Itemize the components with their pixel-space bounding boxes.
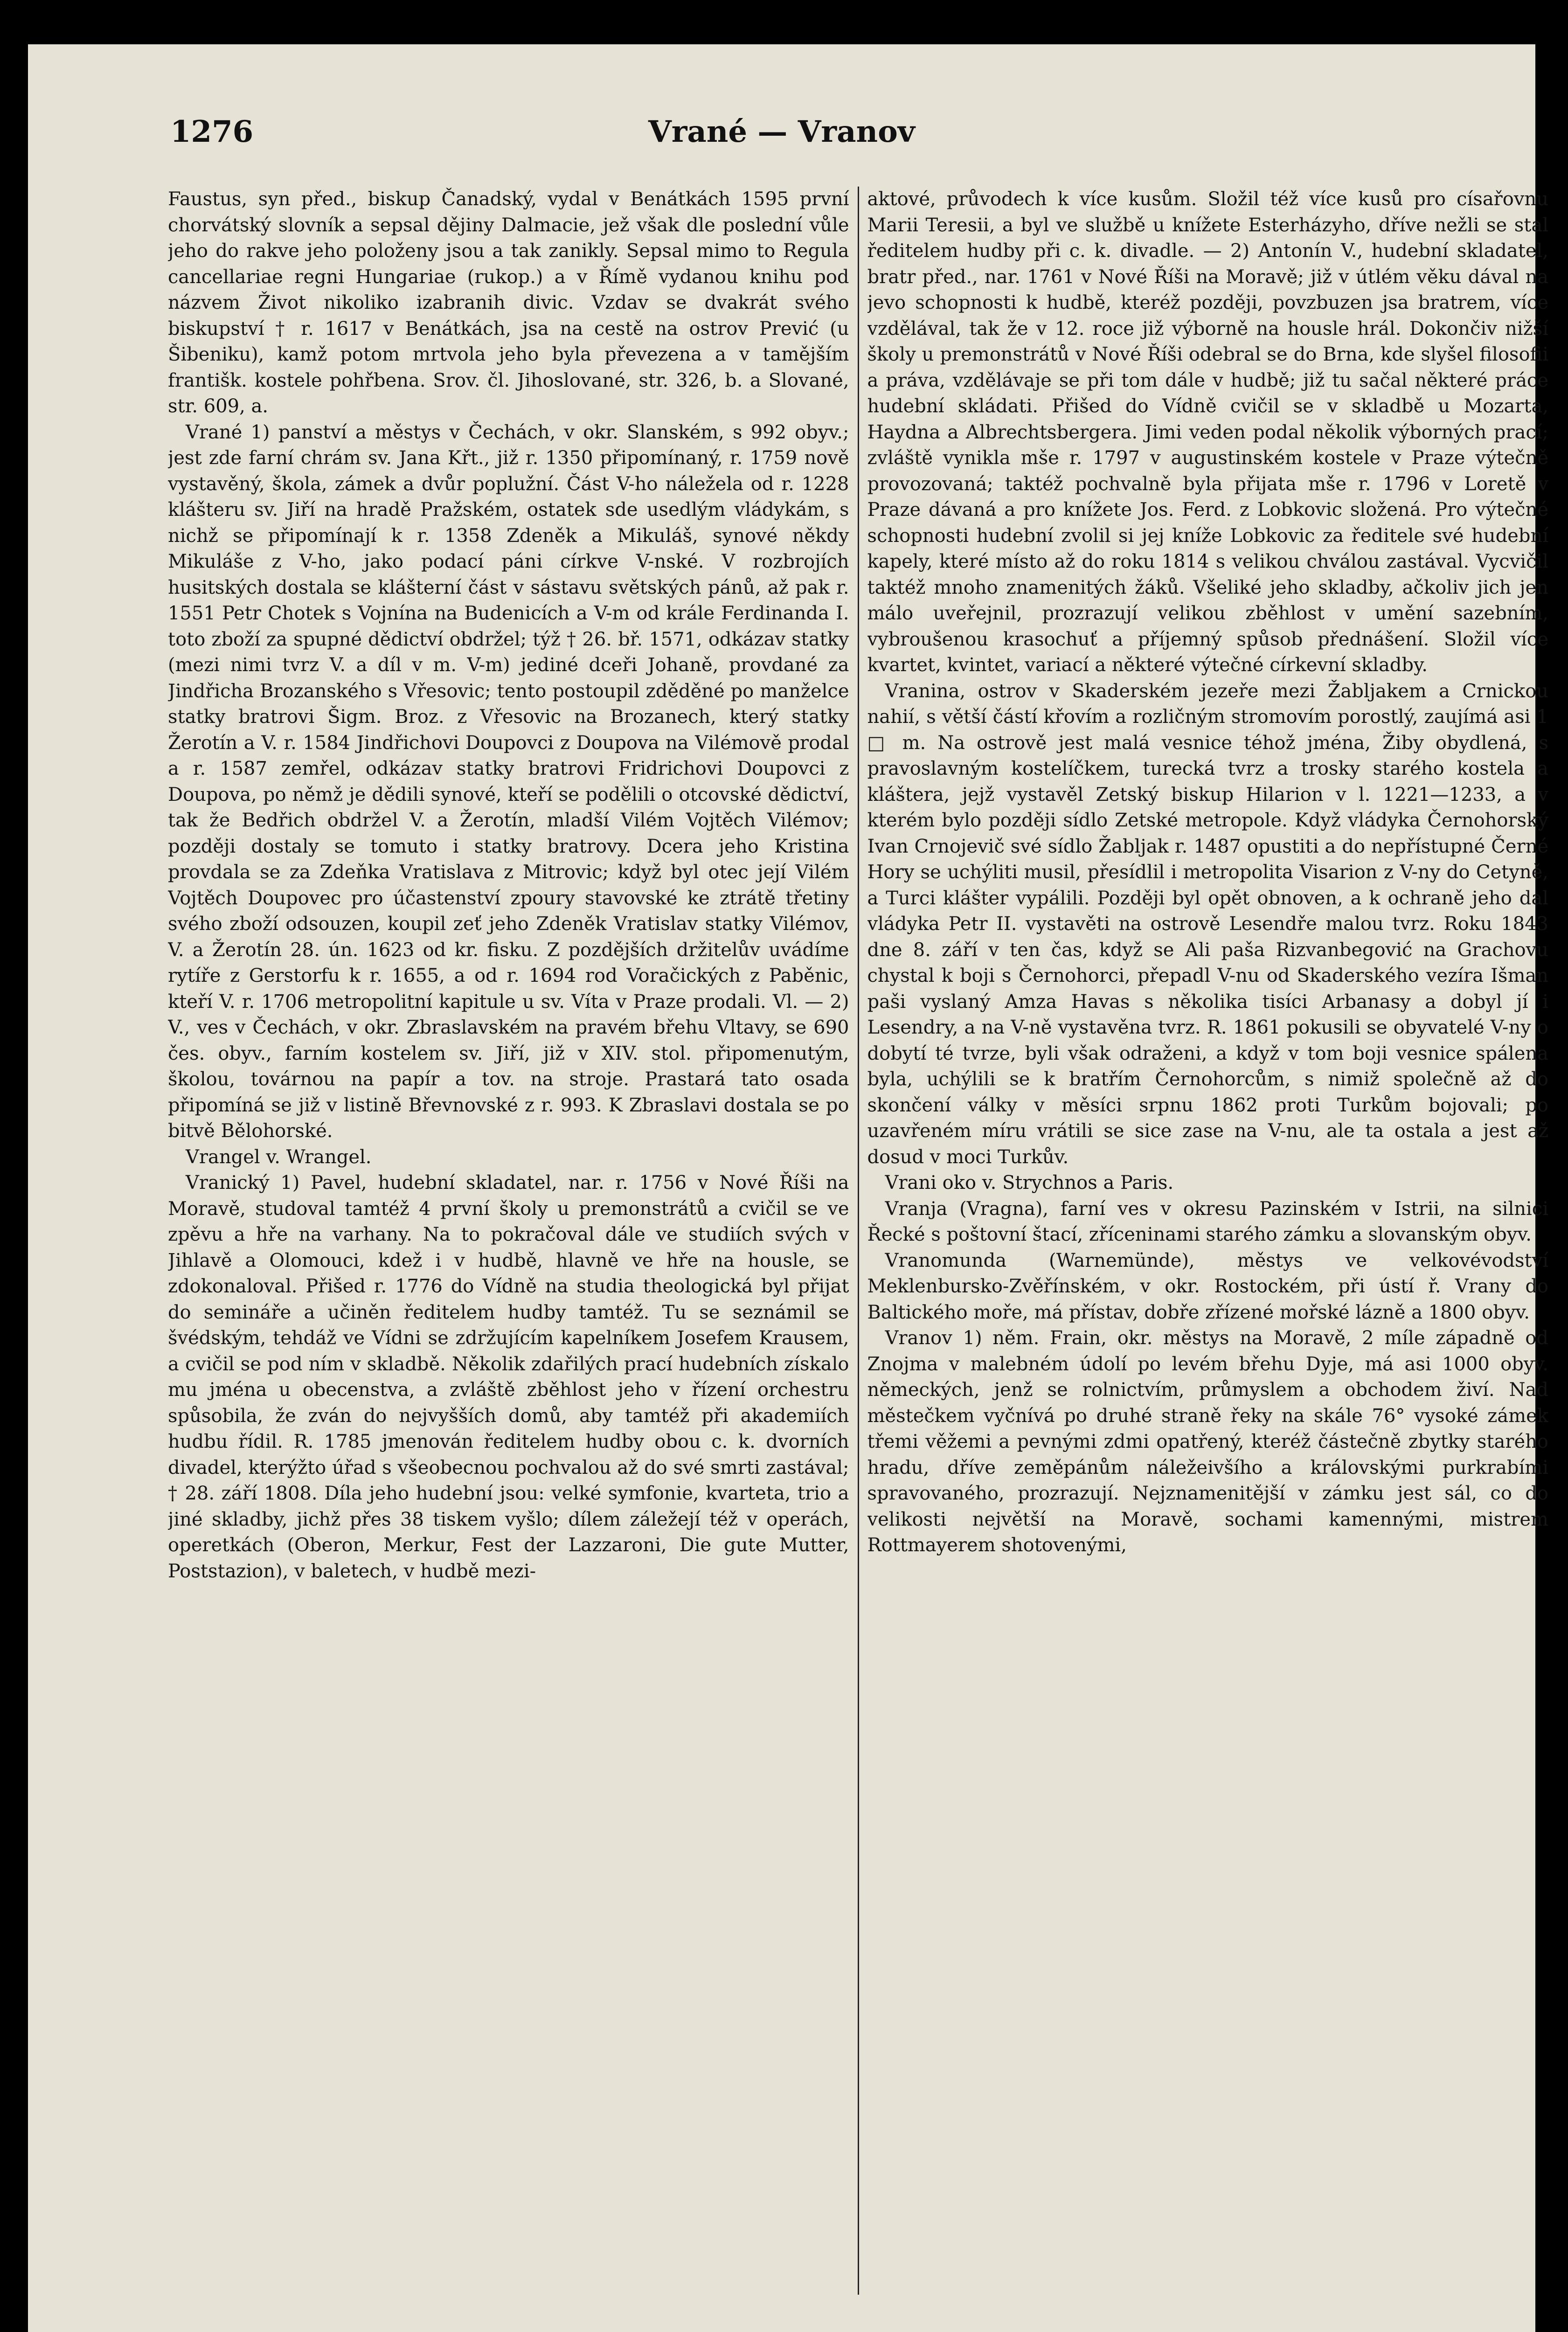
right-column xyxy=(867,187,1549,2295)
text-columns xyxy=(168,187,1548,2295)
column-rule xyxy=(858,187,859,2295)
running-head: Vrané — Vranov xyxy=(648,114,915,149)
entry-vranja: Vranja (Vragna), farní ves v okresu Pazinském v Istrii, na silnici Řecké s poštovní štací, zříceninami starého zámku a slovanským obyv. xyxy=(867,1198,1548,1245)
entry-vrane: Vrané 1) panství a městys v Čechách, v okr. Slanském, s 992 obyv.; jest zde farní chrám sv. Jana Křt., již r. 1350 připomínaný, r. 1759 nově vystavěný, škola, zámek a dvůr poplužní. Část V-ho náležela od r. 1228 klášteru sv. Jiří na hradě Pražském, ostatek sde usedlým vládykám, s nichž se připomínají k r. 1358 Zdeněk a Mikuláš, synové někdy Mikuláše z V-ho, jako podací páni církve V-nské. V rozbrojích husitských dostala se klášterní část v sástavu světských pánů, až pak r. 1551 Petr Chotek s Vojnína na Budenicích a V-m od krále Ferdinanda I. toto zboží za spupné dědictví obdržel; týž † 26. bř. 1571, odkázav statky (mezi nimi tvrz V. a díl v m. V-m) jediné dceři Johaně, provdané za Jindřicha Brozanského s Vřesovic; tento postoupil zděděné po manželce statky bratrovi Šigm. Broz. z Vřesovic na Brozanech, který statky Žerotín a V. r. 1584 Jindřichovi Doupovci z Doupova na Vilémově prodal a r. 1587 zemřel, odkázav statky bratrovi Fridrichovi Doupovci z Doupova, po němž je dědili synové, kteří se podělili o otcovské dědictví, tak že Bedřich obdržel V. a Žerotín, mladší Vilém Vojtěch Vilémov; později dostaly se tomuto i statky bratrovy. Dcera jeho Kristina provdala se za Zdeňka Vratislava z Mitrovic; když byl otec její Vilém Vojtěch Doupovec pro účastenství zpoury stavovské ke ztrátě třetiny svého zboží odsouzen, koupil zeť jeho Zdeněk Vratislav statky Vilémov, V. a Žerotín 28. ún. 1623 od kr. fisku. Z pozdějších držitelův uvádíme rytíře z Gerstorfu k r. 1655, a od r. 1694 rod Voračických z Paběnic, kteří V. r. 1706 metropolitní kapitule u sv. Víta v Praze prodali. Vl. — 2) V., ves v Čechách, v okr. Zbraslavském na pravém břehu Vltavy, se 690 čes. obyv., farním kostelem sv. Jiří, již v XIV. stol. připomenutým, školou, továrnou na papír a tov. na stroje. Prastará tato osada připomíná se již v listině Břevnovské z r. 993. K Zbraslavi dostala se po bitvě Bělohorské. xyxy=(168,421,849,1142)
entry-vranina: Vranina, ostrov v Skaderském jezeře mezi Žabljakem a Crnickou nahií, s větší částí křovím a rozličným stromovím porostlý, zaujímá asi 1 □ m. Na ostrově jest malá vesnice téhož jména, Žiby obydlená, s pravoslavným kostelíčkem, turecká tvrz a trosky starého kostela a kláštera, jejž vystavěl Zetský biskup Hilarion v l. 1221—1233, a v kterém bylo později sídlo Zetské metropole. Když vládyka Černohorský Ivan Crnojevič své sídlo Žabljak r. 1487 opustiti a do nepřístupné Černé Hory se uchýliti musil, přesídlil i metropolita Visarion z V-ny do Cetyně, a Turci klášter vypálili. Později byl opět obnoven, a k ochraně jeho dal vládyka Petr II. vystavěti na ostrově Lesendře malou tvrz. Roku 1843 dne 8. září v ten čas, když se Ali paša Rizvanbegović na Grachovu chystal k boji s Černohorci, přepadl V-nu od Skaderského vezíra Išman paši vyslaný Amza Havas s několika tisíci Arbanasy a dobyl jí i Lesendry, a na V-ně vystavěna tvrz. R. 1861 pokusili se obyvatelé V-ny o dobytí té tvrze, byli však odraženi, a když v tom boji vesnice spálena byla, uchýlili se k bratřím Černohorcům, s nimiž společně až do skončení války v měsíci srpnu 1862 proti Turkům bojovali; po uzavřeném míru vrátili se sice zase na V-nu, ale ta ostala a jest až dosud v moci Turkův. xyxy=(867,680,1548,1168)
entry-vranicky-continued: aktové, průvodech k více kusům. Složil též více kusů pro císařovnu Marii Teresii, a byl ve službě u knížete Esterházyho, dříve nežli se stal ředitelem hudby při c. k. divadle. — 2) Antonín V., hudební skladatel, bratr před., nar. 1761 v Nové Říši na Moravě; již v útlém věku dával na jevo schopnosti k hudbě, kteréž později, povzbuzen jsa bratrem, více vzdělával, tak že v 12. roce již výborně na housle hrál. Dokončiv nižší školy u premonstrátů v Nové Říši odebral se do Brna, kde slyšel filosofii a práva, vzdělávaje se při tom dále v hudbě; již tu sačal některé práce hudební skládati. Přišed do Vídně cvičil se v skladbě u Mozarta, Haydna a Albrechtsbergera. Jimi veden podal několik výborných prací; zvláště vynikla mše r. 1797 v augustinském kostele v Praze výtečně provozovaná; taktéž pochvalně byla přijata mše r. 1796 v Loretě v Praze dávaná a pro knížete Jos. Ferd. z Lobkovic složená. Pro výtečné schopnosti hudební zvolil si jej kníže Lobkovic za ředitele své hudební kapely, které místo až do roku 1814 s velikou chválou zastával. Vycvičil taktéž mnoho znamenitých žáků. Všeliké jeho skladby, ačkoliv jich jen málo uveřejnil, prozrazují velikou zběhlost v umění sazebním, vybroušenou krasochuť a příjemný spůsob přednášení. Složil více kvartet, kvintet, variací a některé výtečné církevní skladby. xyxy=(867,188,1548,676)
scanned-page xyxy=(28,44,1548,2332)
entry-vrangel: Vrangel v. Wrangel. xyxy=(186,1146,372,1168)
page-header xyxy=(28,114,1535,161)
entry-vranomunda: Vranomunda (Warnemünde), městys ve velkovévodství Meklenbursko-Zvěřínském, v okr. Rostockém, při ústí ř. Vrany do Baltického moře, má přístav, dobře zřízené mořské lázně a 1800 obyv. xyxy=(867,1249,1548,1323)
left-column xyxy=(168,187,849,2295)
entry-vrani-oko: Vrani oko v. Strychnos a Paris. xyxy=(885,1172,1174,1194)
entry-vranov: Vranov 1) něm. Frain, okr. městys na Moravě, 2 míle západně od Znojma v malebném údolí po levém břehu Dyje, má asi 1000 obyv. německých, jenž se rolnictvím, průmyslem a obchodem živí. Nad městečkem vyčnívá po druhé straně řeky na skále 76° vysoké zámek třemi věžemi a pevnými zdmi opatřený, kteréž částečně zbytky starého hradu, dříve zeměpánům náležeivšího a královskými purkrabími spravovaného, prozrazují. Nejznamenitější v zámku jest sál, co do velikosti největší na Moravě, sochami kamennými, mistrem Rottmayerem shotovenými, xyxy=(867,1327,1548,1556)
entry-vranicky: Vranický 1) Pavel, hudební skladatel, nar. r. 1756 v Nové Říši na Moravě, studoval tamtéž 4 první školy u premonstrátů a cvičil se ve zpěvu a hře na varhany. Na to pokračoval dále ve studiích svých v Jihlavě a Olomouci, kdež i v hudbě, hlavně ve hře na housle, se zdokonaloval. Přišed r. 1776 do Vídně na studia theologická byl přijat do semináře a učiněn ředitelem hudby tamtéž. Tu se seznámil se švédským, tehdáž ve Vídni se zdržujícím kapelníkem Josefem Krausem, a cvičil se pod ním v skladbě. Několik zdařilých prací hudebních získalo mu jména u obecenstva, a zvláště zběhlost jeho v řízení orchestru spůsobila, že zván do nejvyšších domů, aby tamtéž při akademiích hudbu řídil. R. 1785 jmenován ředitelem hudby obou c. k. dvorních divadel, kterýžto úřad s všeobecnou pochvalou až do své smrti zastával; † 28. září 1808. Díla jeho hudební jsou: velké symfonie, kvarteta, trio a jiné skladby, jichž přes 38 tiskem vyšlo; dílem záležejí též v operách, operetkách (Oberon, Merkur, Fest der Lazzaroni, Die gute Mutter, Poststazion), v baletech, v hudbě mezi- xyxy=(168,1172,849,1582)
entry-faustus: Faustus, syn před., biskup Čanadský, vydal v Benátkách 1595 první chorvátský slovník a sepsal dějiny Dalmacie, jež však dle poslední vůle jeho do rakve jeho položeny jsou a tak zanikly. Sepsal mimo to Regula cancellariae regni Hungariae (rukop.) a v Římě vydanou knihu pod názvem Život nikoliko izabranih divic. Vzdav se dvakrát svého biskupství † r. 1617 v Benátkách, jsa na cestě na ostrov Prević (u Šibeniku), kamž potom mrtvola jeho byla převezena a v tamějším františk. kostele pohřbena. Srov. čl. Jihoslované, str. 326, b. a Slované, str. 609, a. xyxy=(168,188,849,417)
page-number: 1276 xyxy=(170,114,254,149)
